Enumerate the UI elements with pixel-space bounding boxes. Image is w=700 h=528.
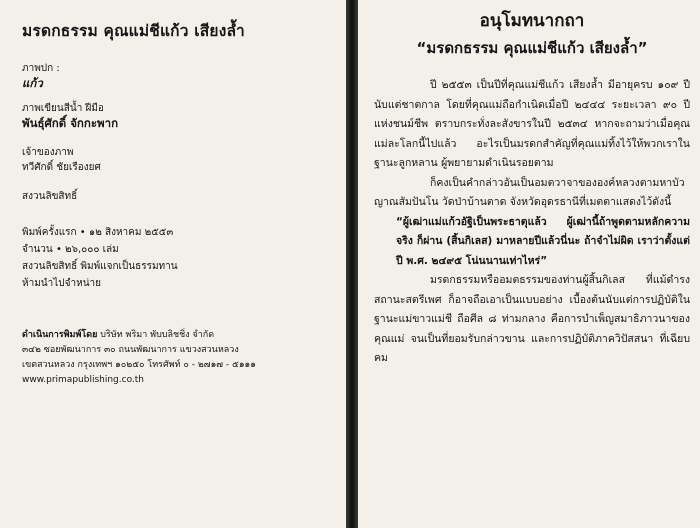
printer-name: บริษัท พริมา พับบลิชชิ่ง จำกัด xyxy=(100,330,215,340)
painting-label: ภาพเขียนสีน้ำ ฝีมือ xyxy=(22,103,104,114)
printer-line xyxy=(22,328,336,343)
right-page xyxy=(358,0,700,528)
left-page xyxy=(0,0,346,528)
printer-address-1: ๓๔๒ ซอยพัฒนาการ ๓๐ ถนนพัฒนาการ แขวงสวนหลวง xyxy=(22,345,239,355)
page-subtitle: “มรดกธรรม คุณแม่ชีแก้ว เสียงล้ำ” xyxy=(416,39,648,57)
printer-label: ดำเนินการพิมพ์โดย xyxy=(22,330,98,340)
copyright-notice xyxy=(22,189,336,204)
printer-info xyxy=(22,328,336,388)
printer-website: www.primapublishing.co.th xyxy=(22,375,145,385)
page-title: อนุโมทนากถา xyxy=(479,11,585,31)
painting-credit xyxy=(22,101,336,131)
owner-label: เจ้าของภาพ xyxy=(22,147,74,158)
owner-credit xyxy=(22,145,336,175)
copyright-label: สงวนลิขสิทธิ์ xyxy=(22,191,78,202)
cover-credit xyxy=(22,61,336,91)
book-title: มรดกธรรม คุณแม่ชีแก้ว เสียงล้ำ xyxy=(22,22,245,40)
book-gutter xyxy=(346,0,358,528)
body-text xyxy=(374,76,690,369)
cover-label: ภาพปก : xyxy=(22,63,60,74)
paragraph-3: มรดกธรรมหรืออมตธรรมของท่านผู้สิ้นกิเลส ที่แม้ดำรงสถานะสตรีเพศ ก็อาจถือเอาเป็นแบบอย่าง เบื้องต้นนับแต่การปฏิบัติในฐานะแม่ขาวแม่ชี ถือศีล ๘ ท่ามกลาง คือการบำเพ็ญสมาธิภาวนาของคุณแม่ จนเป็นที่ยอมรับกล่าวขาน และการปฏิบัติภาควิปัสสนา ที่เฉียบคม xyxy=(374,274,690,364)
cover-value: แก้ว xyxy=(22,76,43,90)
print-info xyxy=(22,224,336,292)
print-edition-line: พิมพ์ครั้งแรก • ๑๒ สิงหาคม ๒๕๕๓ xyxy=(22,227,174,238)
print-not-for-sale-line: ห้ามนำไปจำหน่าย xyxy=(22,278,102,289)
owner-name: ทวีศักดิ์ ชัยเรืองยศ xyxy=(22,162,101,173)
print-quantity-line: จำนวน • ๒๖,๐๐๐ เล่ม xyxy=(22,244,119,255)
paragraph-1: ปี ๒๕๕๓ เป็นปีที่คุณแม่ชีแก้ว เสียงล้ำ มีอายุครบ ๑๐๙ ปีนับแต่ชาตกาล โดยที่คุณแม่ถือกำเนิดเมื่อปี ๒๔๔๔ ระยะเวลา ๙๐ ปีแห่งชนม์ชีพ ตราบกระทั่งละสังขารในปี ๒๕๓๔ หากจะถามว่าเมื่อคุณแม่ละโลกนี้ไปแล้ว อะไรเป็นมรดกสำคัญที่คุณแม่ทิ้งไว้ให้พวกเราในฐานะลูกหลาน ผู้พยายามดำเนินรอยตาม xyxy=(374,79,690,169)
paragraph-2: ก็คงเป็นคำกล่าวอันเป็นอมตวาจาขององค์หลวงตามหาบัว ญาณสัมปันโน วัดป่าบ้านตาด จังหวัดอุดรธานีที่เมตตาแสดงไว้ดังนี้ xyxy=(374,176,685,208)
quote-block: “ผู้เฒ่าแม่แก้วอัฐิเป็นพระธาตุแล้ว ผู้เฒ่านี้ถ้าพูดตามหลักความจริง ก็ผ่าน (สิ้นกิเลส) มาหลายปีแล้วนี่นะ ถ้าจำไม่ผิด เราว่าตั้งแต่ปี พ.ศ. ๒๔๙๕ โน่นนานเท่าไหร่” xyxy=(396,215,690,267)
print-copyright-line: สงวนลิขสิทธิ์ พิมพ์แจกเป็นธรรมทาน xyxy=(22,261,178,272)
painter-name: พันธุ์ศักดิ์ จักกะพาก xyxy=(22,116,119,130)
printer-address-2: เขตสวนหลวง กรุงเทพฯ ๑๐๒๕๐ โทรศัพท์ ๐ - ๒๗๑๗ - ๕๑๑๑ xyxy=(22,360,256,370)
